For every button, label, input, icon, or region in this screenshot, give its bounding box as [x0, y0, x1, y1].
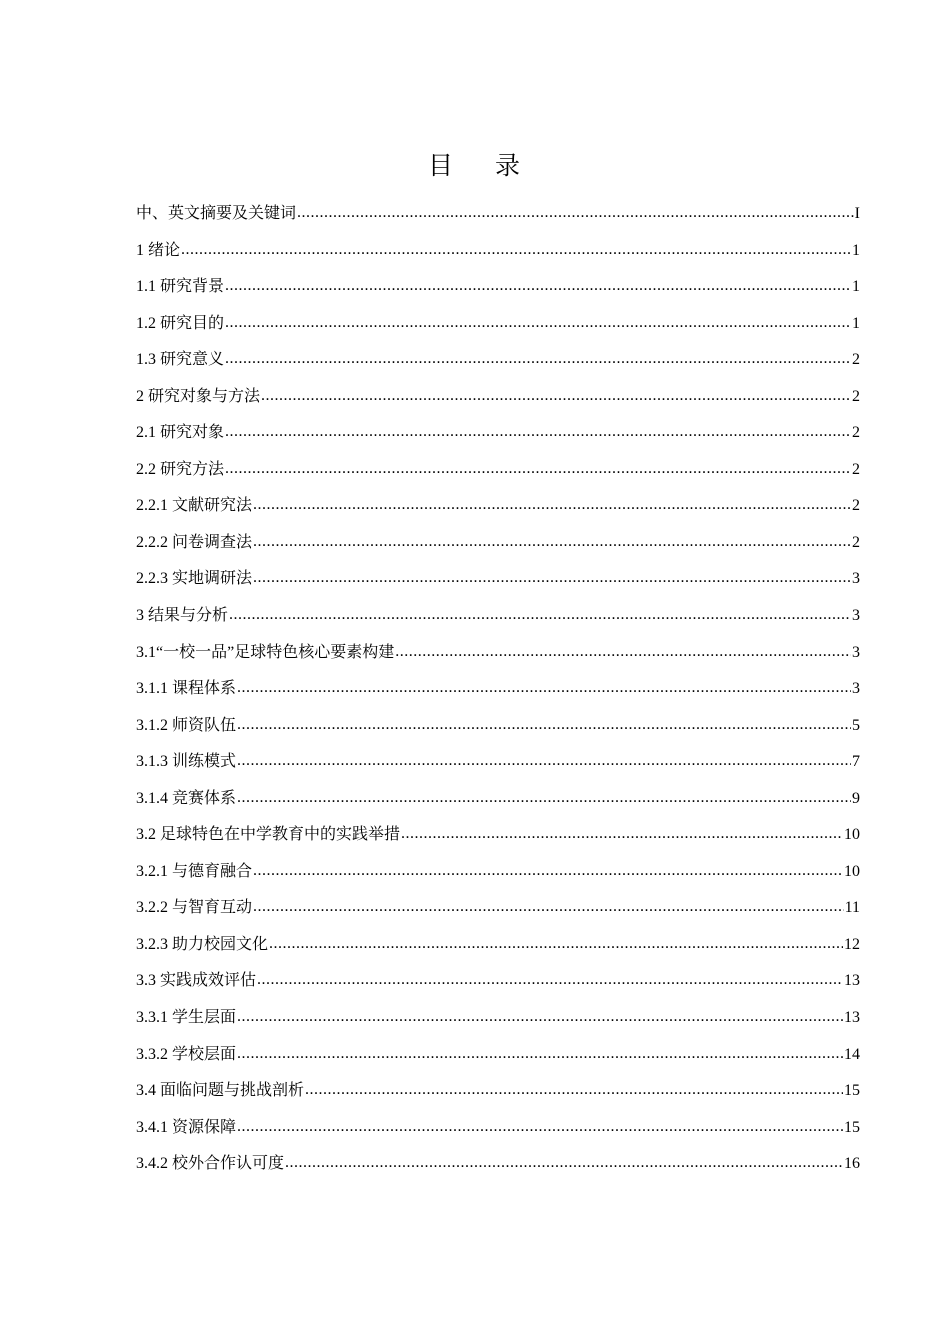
toc-entry[interactable] — [136, 233, 860, 270]
toc-entry[interactable] — [136, 306, 860, 343]
toc-entry[interactable] — [136, 927, 860, 964]
toc-dot-leader — [225, 305, 851, 342]
toc-entry-label: 3.4.1 资源保障 — [136, 1118, 237, 1136]
toc-dot-leader — [237, 780, 851, 817]
toc-entry[interactable] — [136, 744, 860, 781]
toc-entry-label: 2 研究对象与方法 — [136, 387, 261, 405]
toc-entry[interactable] — [136, 671, 860, 708]
toc-entry-label: 2.2.3 实地调研法 — [136, 570, 253, 588]
toc-entry-page-number: 2 — [852, 460, 860, 478]
toc-entry[interactable] — [136, 269, 860, 306]
toc-entry-page-number: 15 — [844, 1082, 860, 1100]
toc-entry-label: 1.2 研究目的 — [136, 314, 225, 332]
toc-dot-leader — [269, 926, 843, 963]
toc-entry-label: 3.3.2 学校层面 — [136, 1045, 237, 1063]
toc-entry-page-number: 2 — [852, 351, 860, 369]
toc-entry[interactable] — [136, 963, 860, 1000]
toc-entry-page-number: 9 — [852, 789, 860, 807]
toc-entry-label: 2.2 研究方法 — [136, 460, 225, 478]
toc-entry-label: 3.2.3 助力校园文化 — [136, 935, 269, 953]
toc-dot-leader — [237, 1036, 843, 1073]
toc-entry[interactable] — [136, 525, 860, 562]
toc-dot-leader — [229, 597, 851, 634]
toc-entry-label: 2.2.1 文献研究法 — [136, 497, 253, 515]
toc-entry-page-number: 11 — [844, 899, 860, 917]
toc-entry-label: 3.4 面临问题与挑战剖析 — [136, 1082, 305, 1100]
toc-entry[interactable] — [136, 452, 860, 489]
toc-dot-leader — [253, 560, 851, 597]
toc-entry[interactable] — [136, 854, 860, 891]
toc-dot-leader — [237, 670, 851, 707]
toc-entry-label: 3.2 足球特色在中学教育中的实践举措 — [136, 826, 401, 844]
toc-dot-leader — [237, 1109, 843, 1146]
toc-entry[interactable] — [136, 379, 860, 416]
toc-entry-label: 2.1 研究对象 — [136, 424, 225, 442]
toc-entry-page-number: 3 — [852, 607, 860, 625]
toc-entry-label: 3.4.2 校外合作认可度 — [136, 1155, 285, 1173]
toc-dot-leader — [237, 743, 851, 780]
toc-entry-page-number: 13 — [844, 1009, 860, 1027]
toc-dot-leader — [395, 634, 851, 671]
toc-entry-page-number: 5 — [852, 716, 860, 734]
toc-entry-page-number: 7 — [852, 753, 860, 771]
toc-entry[interactable] — [136, 1037, 860, 1074]
toc-entry[interactable] — [136, 781, 860, 818]
toc-entry[interactable] — [136, 890, 860, 927]
toc-entry-page-number: 10 — [844, 862, 860, 880]
toc-dot-leader — [237, 999, 843, 1036]
toc-title: 目录 — [427, 151, 562, 180]
toc-entry[interactable] — [136, 488, 860, 525]
toc-list — [136, 196, 860, 1183]
toc-entry-page-number: 10 — [844, 826, 860, 844]
toc-entry-page-number: 2 — [852, 387, 860, 405]
toc-entry-page-number: 1 — [852, 314, 860, 332]
toc-entry-label: 3.2.1 与德育融合 — [136, 862, 253, 880]
toc-entry[interactable] — [136, 817, 860, 854]
toc-entry-label: 2.2.2 问卷调查法 — [136, 533, 253, 551]
toc-entry[interactable] — [136, 196, 860, 233]
toc-entry-page-number: 2 — [852, 424, 860, 442]
toc-entry-page-number: 14 — [844, 1045, 860, 1063]
toc-entry-page-number: 2 — [852, 533, 860, 551]
toc-entry[interactable] — [136, 1146, 860, 1183]
toc-entry-label: 3.1.4 竞赛体系 — [136, 789, 237, 807]
toc-entry[interactable] — [136, 635, 860, 672]
toc-entry-label: 3.1“一校一品”足球特色核心要素构建 — [136, 643, 395, 661]
toc-entry-label: 1 绪论 — [136, 241, 181, 259]
toc-entry[interactable] — [136, 598, 860, 635]
toc-entry-page-number: 3 — [852, 570, 860, 588]
toc-dot-leader — [225, 414, 851, 451]
toc-entry[interactable] — [136, 415, 860, 452]
toc-entry-page-number: 16 — [844, 1155, 860, 1173]
toc-entry-page-number: 3 — [852, 643, 860, 661]
toc-entry-page-number: 15 — [844, 1118, 860, 1136]
toc-dot-leader — [401, 816, 843, 853]
toc-entry-page-number: 13 — [844, 972, 860, 990]
toc-dot-leader — [285, 1145, 843, 1182]
toc-entry-label: 3.1.3 训练模式 — [136, 753, 237, 771]
toc-entry-page-number: 12 — [844, 935, 860, 953]
toc-entry-page-number: I — [854, 205, 860, 222]
toc-entry-page-number: 1 — [852, 278, 860, 296]
toc-dot-leader — [305, 1072, 843, 1109]
toc-entry[interactable] — [136, 708, 860, 745]
toc-entry-page-number: 1 — [852, 241, 860, 259]
toc-dot-leader — [253, 889, 844, 926]
toc-entry-label: 1.3 研究意义 — [136, 351, 225, 369]
toc-entry-page-number: 2 — [852, 497, 860, 515]
toc-dot-leader — [181, 232, 851, 269]
toc-entry-label: 中、英文摘要及关键词 — [136, 205, 297, 222]
toc-entry-page-number: 3 — [852, 680, 860, 698]
toc-dot-leader — [261, 378, 851, 415]
toc-entry-label: 3 结果与分析 — [136, 607, 229, 625]
toc-entry-label: 3.3.1 学生层面 — [136, 1009, 237, 1027]
toc-entry[interactable] — [136, 561, 860, 598]
toc-dot-leader — [225, 451, 851, 488]
toc-dot-leader — [225, 268, 851, 305]
toc-dot-leader — [297, 195, 854, 232]
toc-entry[interactable] — [136, 1073, 860, 1110]
toc-entry-label: 1.1 研究背景 — [136, 278, 225, 296]
toc-dot-leader — [253, 853, 843, 890]
toc-entry-label: 3.1.2 师资队伍 — [136, 716, 237, 734]
toc-entry-label: 3.1.1 课程体系 — [136, 680, 237, 698]
toc-entry[interactable] — [136, 1000, 860, 1037]
toc-dot-leader — [225, 341, 851, 378]
toc-dot-leader — [253, 524, 851, 561]
toc-entry-label: 3.2.2 与智育互动 — [136, 899, 253, 917]
toc-entry[interactable] — [136, 1110, 860, 1147]
toc-dot-leader — [257, 962, 843, 999]
toc-entry-label: 3.3 实践成效评估 — [136, 972, 257, 990]
toc-entry[interactable] — [136, 342, 860, 379]
toc-dot-leader — [237, 707, 851, 744]
toc-dot-leader — [253, 487, 851, 524]
